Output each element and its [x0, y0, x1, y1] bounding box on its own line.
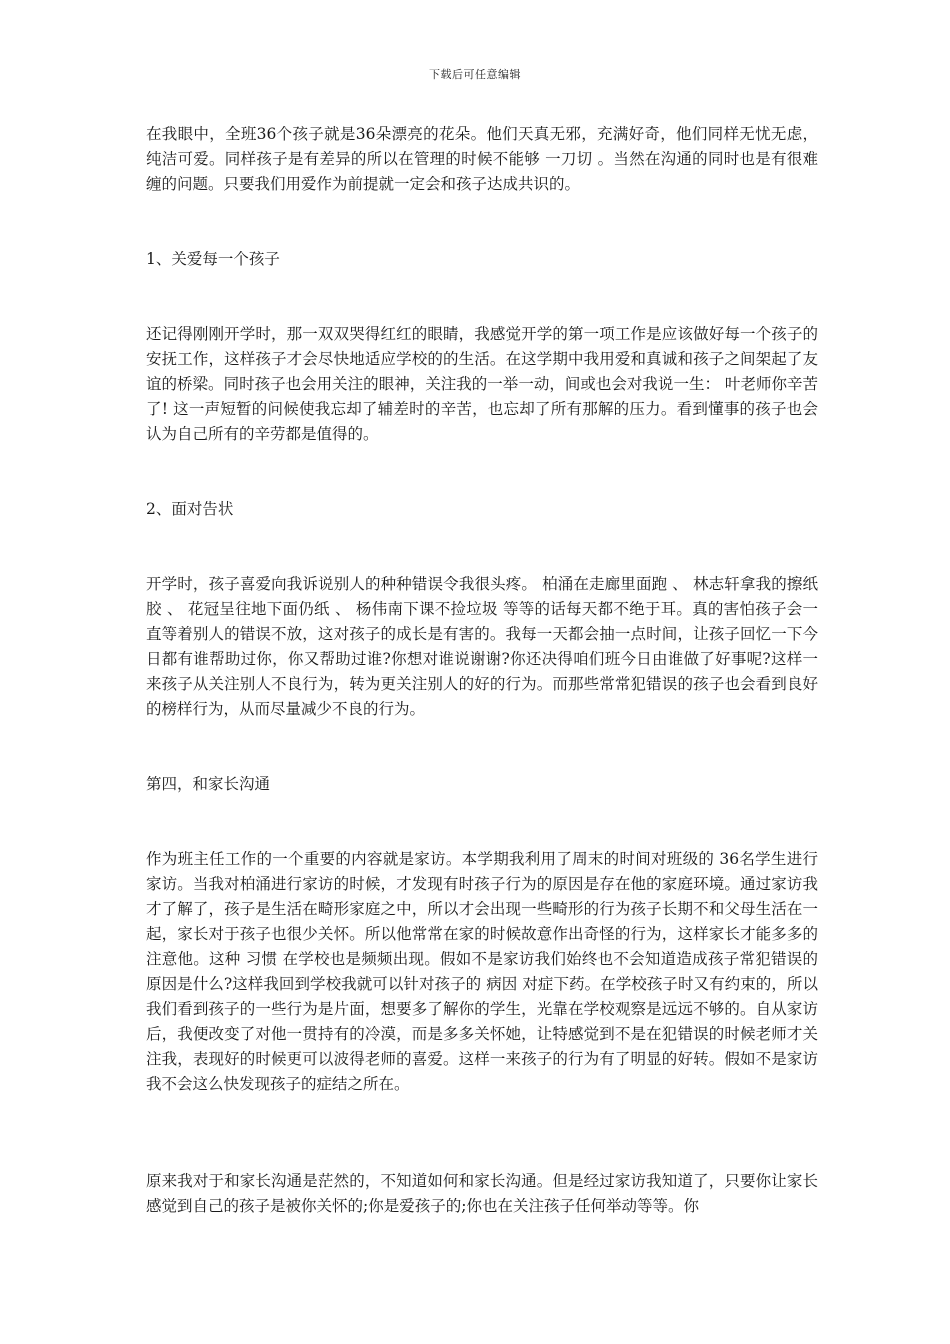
heading-care-every-child: 1、关爱每一个孩子 — [146, 250, 280, 268]
paragraph-complaints: 开学时，孩子喜爱向我诉说别人的种种错误令我很头疼。 柏涌在走廊里面跑 、 林志轩拿我的擦纸胶 、 花冠呈往地下面仍纸 、 杨伟南下课不捡垃圾 等等的话每天都不绝于耳。真的害怕孩子会一直等着别人的错误不放，这对孩子的成长是有害的。我每一天都会抽一点时间，让孩子回忆一下今日都有谁帮助过你，你又帮助过谁?你想对谁说谢谢?你还决得咱们班今日由谁做了好事呢?这样一来孩子从关注别人不良行为，转为更关注别人的好的行为。而那些常常犯错误的孩子也会看到良好的榜样行为，从而尽量减少不良的行为。 — [146, 575, 818, 718]
page-header-note: 下载后可任意编辑 — [429, 68, 521, 81]
paragraph-care: 还记得刚刚开学时，那一双双哭得红红的眼睛，我感觉开学的第一项工作是应该做好每一个孩子的安抚工作，这样孩子才会尽快地适应学校的的生活。在这学期中我用爱和真诚和孩子之间架起了友谊的桥梁。同时孩子也会用关注的眼神，关注我的一举一动，间或也会对我说一生： 叶老师你辛苦了! 这一声短暂的问候使我忘却了辅差时的辛苦，也忘却了所有那解的压力。看到懂事的孩子也会认为自己所有的辛劳都是值得的。 — [146, 325, 818, 443]
heading-facing-complaints: 2、面对告状 — [146, 500, 234, 518]
paragraph-parent-talk: 原来我对于和家长沟通是茫然的，不知道如何和家长沟通。但是经过家访我知道了，只要你让家长感觉到自己的孩子是被你关怀的;你是爱孩子的;你也在关注孩子任何举动等等。你 — [146, 1172, 818, 1215]
heading-parent-communication: 第四，和家长沟通 — [146, 775, 271, 793]
paragraph-intro: 在我眼中，全班36个孩子就是36朵漂亮的花朵。他们天真无邪，充满好奇，他们同样无忧无虑，纯洁可爱。同样孩子是有差异的所以在管理的时候不能够 一刀切 。当然在沟通的同时也是有很难缠的问题。只要我们用爱作为前提就一定会和孩子达成共识的。 — [146, 125, 818, 193]
paragraph-home-visit: 作为班主任工作的一个重要的内容就是家访。本学期我利用了周末的时间对班级的 36名学生进行家访。当我对柏涌进行家访的时候，才发现有时孩子行为的原因是存在他的家庭环境。通过家访我才了解了，孩子是生活在畸形家庭之中，所以才会出现一些畸形的行为孩子长期不和父母生活在一起，家长对于孩子也很少关怀。所以他常常在家的时候故意作出奇怪的行为，这样家长才能多多的注意他。这种 习惯 在学校也是频频出现。假如不是家访我们始终也不会知道造成孩子常犯错误的原因是什么?这样我回到学校我就可以针对孩子的 病因 对症下药。在学校孩子时又有约束的，所以我们看到孩子的一些行为是片面，想要多了解你的学生，光靠在学校观察是远远不够的。自从家访后，我便改变了对他一贯持有的冷漠，而是多多关怀她，让特感觉到不是在犯错误的时候老师才关注我，表现好的时候更可以波得老师的喜爱。这样一来孩子的行为有了明显的好转。假如不是家访我不会这么快发现孩子的症结之所在。 — [146, 850, 818, 1093]
